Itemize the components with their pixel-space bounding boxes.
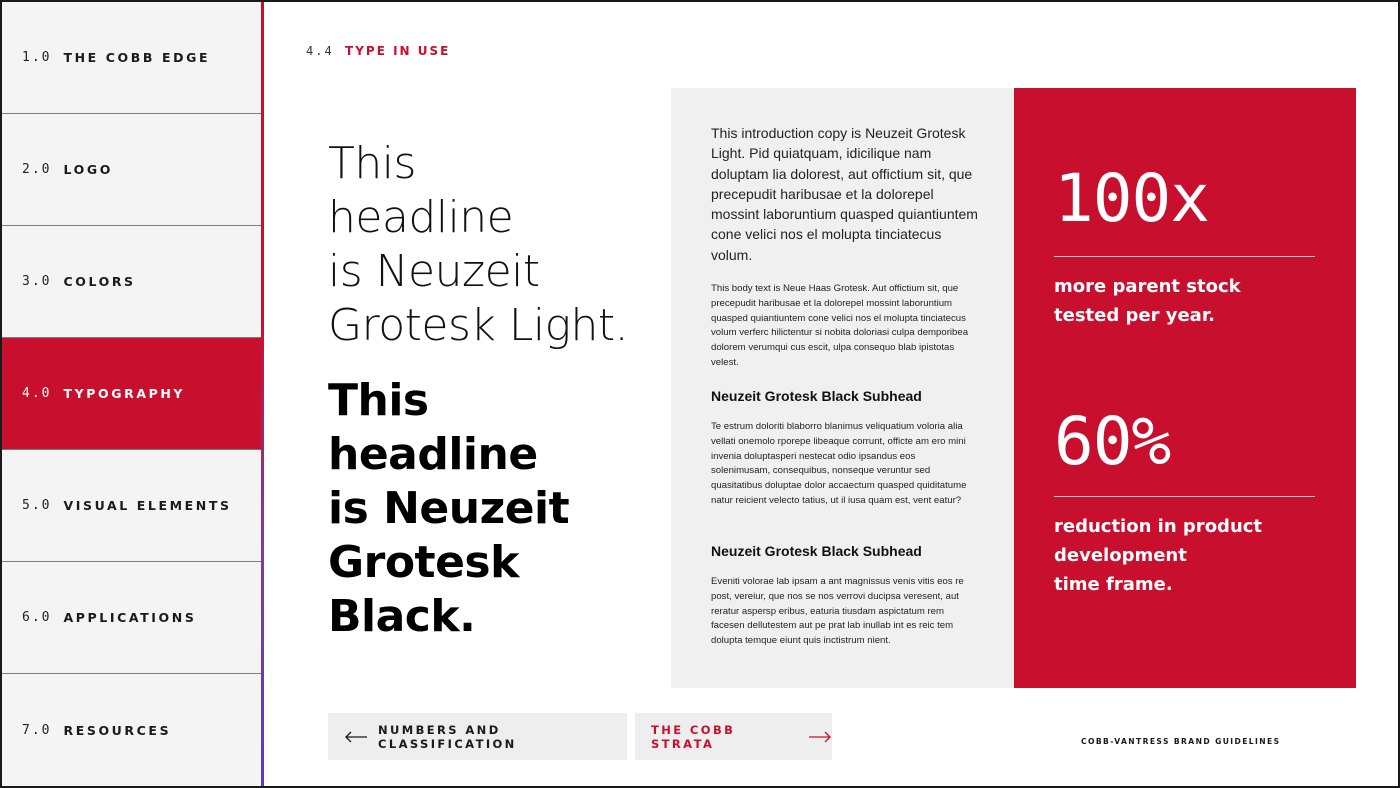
sidebar-item-number: 6.0	[22, 610, 52, 625]
headline-line: headline	[328, 192, 514, 243]
headline-line: Grotesk	[328, 537, 519, 588]
stat-line: more parent stock	[1054, 276, 1241, 297]
headline-line: is Neuzeit	[328, 246, 540, 297]
sidebar-item-label: VISUAL ELEMENTS	[63, 498, 232, 513]
section-label	[306, 44, 450, 58]
sidebar-item-label: LOGO	[63, 162, 113, 177]
stat-line: development	[1054, 545, 1187, 566]
sidebar-item-visual-elements[interactable]	[2, 450, 261, 562]
sidebar-item-label: THE COBB EDGE	[63, 50, 211, 65]
section-title: TYPE IN USE	[345, 44, 451, 58]
sidebar-item-the-cobb-edge[interactable]	[2, 2, 261, 114]
subhead: Neuzeit Grotesk Black Subhead	[711, 543, 922, 559]
sidebar-item-number: 1.0	[22, 50, 52, 65]
sidebar-item-number: 4.0	[22, 386, 52, 401]
next-page-button[interactable]	[635, 713, 832, 760]
sidebar-item-number: 2.0	[22, 162, 52, 177]
headline-line: is Neuzeit	[328, 483, 570, 534]
previous-page-button[interactable]	[328, 713, 627, 760]
stat-line: tested per year.	[1054, 305, 1215, 326]
next-page-label: THE COBB STRATA	[651, 722, 736, 751]
sidebar-item-label: COLORS	[63, 274, 136, 289]
sidebar-item-typography[interactable]	[2, 338, 261, 450]
stat-line: reduction in product	[1054, 516, 1263, 537]
sidebar-item-colors[interactable]	[2, 226, 261, 338]
headline-line: headline	[328, 429, 538, 480]
body-copy: Eveniti volorae lab ipsam a ant magnissus venis vitis eos re post, vereiur, que nos se nos verrovi ducipsa veresent, aut reratur aspersp eribus, eaturia tiusdam aspictatum rem facesen dellutestem aut pe prat lab inullab int es reic tem dolupta temque eiunt quis inctistrum nient.	[711, 576, 964, 647]
sidebar-item-label: APPLICATIONS	[63, 610, 197, 625]
brand-footer: COBB-VANTRESS BRAND GUIDELINES	[1081, 737, 1281, 746]
sidebar	[2, 2, 261, 786]
stat-line: time frame.	[1054, 574, 1173, 595]
section-number: 4.4	[306, 44, 334, 58]
stat-divider	[1054, 256, 1315, 257]
subhead: Neuzeit Grotesk Black Subhead	[711, 388, 922, 404]
sidebar-item-label: TYPOGRAPHY	[63, 386, 186, 401]
sidebar-item-applications[interactable]	[2, 562, 261, 674]
body-copy: Te estrum doloriti blaborro blanimus veliquatium voloria alia vellati onemolo rporepe libeaque corrunt, officte am ero mini invenia doluptasperi nestecat odio ipsandus eos solenimusam, consequibus, nonseque veruntur sed quasitatibus doluptae dolor accaectum quasped quiditatume natur reicient velecto tatius, ut il iusa quam est, vent eatur?	[711, 421, 967, 506]
body-copy: This body text is Neue Haas Grotesk. Aut offictium sit, que precepudit haribusae et la dolorepel mossint laboruntium quasped quiantiuntem cone velici nos el molupta tinciatecus volum verferc hilictentur si nobita doloriasi culpa demporibea dolorem verumqui cus escit, ulpa consequo blab ipistotas velest.	[711, 283, 969, 368]
arrow-right-icon	[808, 731, 832, 743]
stat-description	[1054, 272, 1314, 330]
headline-light-sample	[328, 137, 648, 353]
stat-value: 100x	[1054, 160, 1209, 237]
sidebar-item-logo[interactable]	[2, 114, 261, 226]
previous-page-label: NUMBERS AND CLASSIFICATION	[378, 722, 517, 751]
stat-divider	[1054, 496, 1315, 497]
sidebar-divider	[261, 2, 264, 786]
headline-line: Grotesk Light.	[328, 300, 629, 351]
sidebar-item-number: 3.0	[22, 274, 52, 289]
headline-black-sample	[328, 374, 648, 644]
stat-value: 60%	[1054, 403, 1171, 480]
headline-line: This	[328, 375, 429, 426]
arrow-left-icon	[344, 731, 368, 743]
sidebar-item-label: RESOURCES	[63, 722, 172, 738]
intro-copy: This introduction copy is Neuzeit Grotesk Light. Pid quiatquam, idicilique nam doluptam lia dolorest, aut offictium sit, que precepudit haribusae et la dolorepel mossint laboruntium quasped quiantiuntem cone velici nos el molupta tinciatecus volum.	[711, 125, 978, 263]
headline-line: Black.	[328, 591, 476, 642]
sidebar-item-resources[interactable]	[2, 674, 261, 786]
sidebar-item-number: 7.0	[22, 722, 52, 738]
sidebar-item-number: 5.0	[22, 498, 52, 513]
stat-description	[1054, 512, 1314, 599]
headline-line: This	[328, 138, 416, 189]
